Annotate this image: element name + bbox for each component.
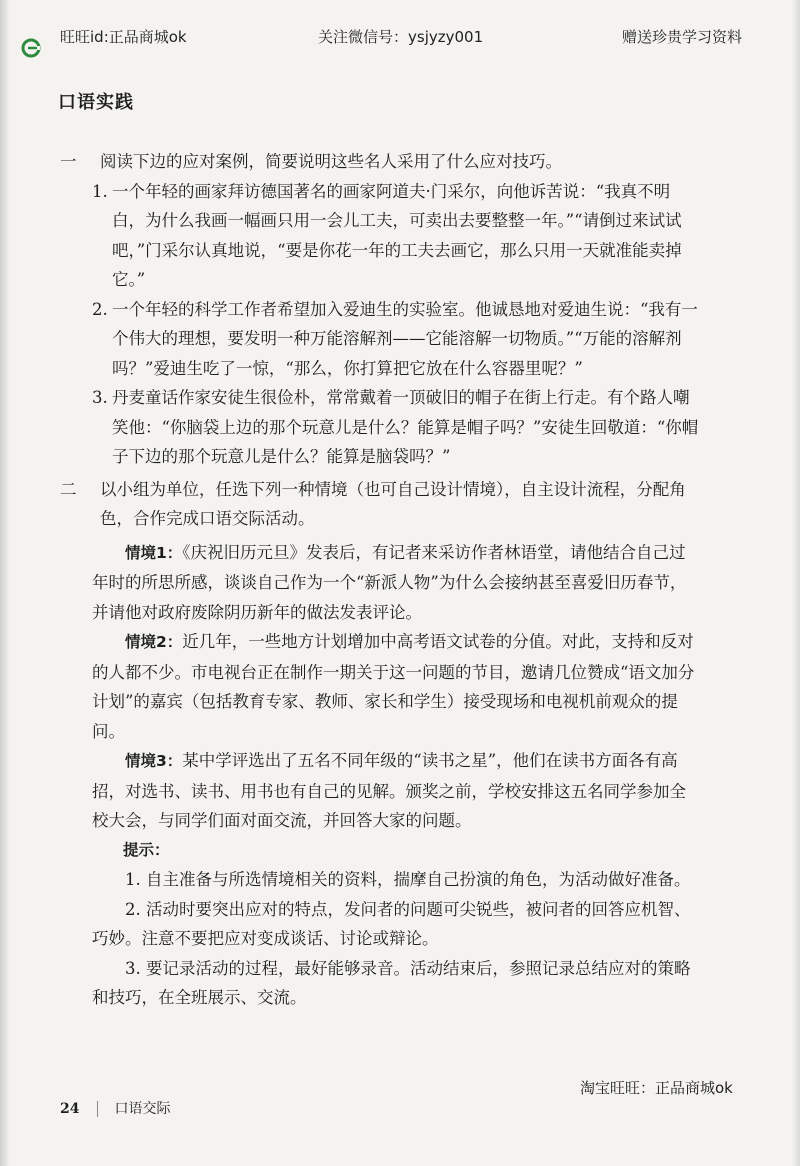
item-text: 一个年轻的画家拜访德国著名的画家阿道夫·门采尔，向他诉苦说：“我真不明白，为什么我画一幅画只用一会儿工夫，可卖出去要整整一年。”“请倒过来试试吧，”门采尔认真地说，“要是你花一年的工夫去画它，那么只用一天就准能卖掉它。” xyxy=(112,181,682,289)
hint-item: 1. 自主准备与所选情境相关的资料，揣摩自己扮演的角色，为活动做好准备。 xyxy=(125,870,691,889)
item-text: 丹麦童话作家安徒生很俭朴，常常戴着一顶破旧的帽子在街上行走。有个路人嘲笑他：“你脑袋上边的那个玩意儿是什么？能算是帽子吗？”安徒生回敬道：“你帽子下边的那个玩意儿是什么？能算是脑袋吗？” xyxy=(112,388,699,466)
watermark-header xyxy=(0,26,800,50)
page-content xyxy=(60,147,700,1013)
page-number: 24 xyxy=(60,1101,80,1117)
footer-section: 口语交际 xyxy=(114,1101,171,1117)
item-number: 2. xyxy=(92,299,108,319)
item-number: 3. xyxy=(92,388,108,407)
scenario-label: 情境1： xyxy=(125,543,183,562)
hint-list xyxy=(92,865,700,1013)
question-1-text: 阅读下边的应对案例，简要说明这些名人采用了什么应对技巧。 xyxy=(100,152,562,171)
question-1-items xyxy=(92,177,700,472)
question-2-text: 以小组为单位，任选下列一种情境（也可自己设计情境），自主设计流程，分配角色，合作完成口语交际活动。 xyxy=(100,479,686,528)
scenario-text: 某中学评选出了五名不同年级的“读书之星”，他们在读书方面各有高招，对选书、读书、用书也有自己的见解。颁奖之前，学校安排这五名同学参加全校大会，与同学们面对面交流，并回答大家的问题。 xyxy=(92,751,686,830)
question-2 xyxy=(60,475,700,534)
hint-title: 提示： xyxy=(123,840,170,859)
item-text: 一个年轻的科学工作者希望加入爱迪生的实验室。他诚恳地对爱迪生说：“我有一个伟大的理想，要发明一种万能溶解剂——它能溶解一切物质。”“万能的溶解剂吗？”爱迪生吃了一惊，“那么，你打算把它放在什么容器里呢？” xyxy=(112,299,698,378)
hint-item: 3. 要记录活动的过程，最好能够录音。活动结束后，参照记录总结应对的策略和技巧，在全班展示、交流。 xyxy=(92,958,691,1007)
hint-item: 2. 活动时要突出应对的特点，发问者的问题可尖锐些，被问者的回答应机智、巧妙。注意不要把应对变成谈话、讨论或辩论。 xyxy=(92,899,691,948)
scenario-2 xyxy=(92,627,700,746)
scenario-text: 《庆祝旧历元旦》发表后，有记者来采访作者林语堂，请他结合自己过年时的所思所感，谈谈自己作为一个“新派人物”为什么会接纳甚至喜爱旧历春节，并请他对政府废除阴历新年的做法发表评论。 xyxy=(92,542,687,622)
page-edge-right xyxy=(792,0,800,1166)
question-1 xyxy=(60,147,700,177)
watermark-left: 旺旺id:正品商城ok xyxy=(60,28,187,46)
section-title: 口语实践 xyxy=(58,92,134,113)
scenarios xyxy=(92,538,700,1013)
scenario-1 xyxy=(92,538,700,628)
question-1-number: 一 xyxy=(60,152,77,171)
footer-divider xyxy=(97,1101,98,1117)
item-number: 1. xyxy=(92,181,108,201)
scenario-label: 情境3： xyxy=(125,752,183,770)
scenario-label: 情境2： xyxy=(125,633,183,651)
list-item xyxy=(92,383,700,472)
watermark-center: 关注微信号：ysjyzy001 xyxy=(318,28,484,46)
list-item xyxy=(92,295,700,384)
question-2-number: 二 xyxy=(60,479,77,499)
logo-icon xyxy=(21,38,41,58)
list-item xyxy=(92,177,700,295)
watermark-right: 赠送珍贵学习资料 xyxy=(621,28,742,46)
scenario-3 xyxy=(92,746,700,836)
scenario-text: 近几年，一些地方计划增加中高考语文试卷的分值。对此，支持和反对的人都不少。市电视台正在制作一期关于这一问题的节目，邀请几位赞成“语文加分计划”的嘉宾（包括教育专家、教师、家长和学生）接受现场和电视机前观众的提问。 xyxy=(92,632,695,741)
watermark-bottom: 淘宝旺旺：正品商城ok xyxy=(580,1079,733,1097)
page-edge-left xyxy=(0,0,10,1166)
page-footer xyxy=(60,1098,170,1118)
